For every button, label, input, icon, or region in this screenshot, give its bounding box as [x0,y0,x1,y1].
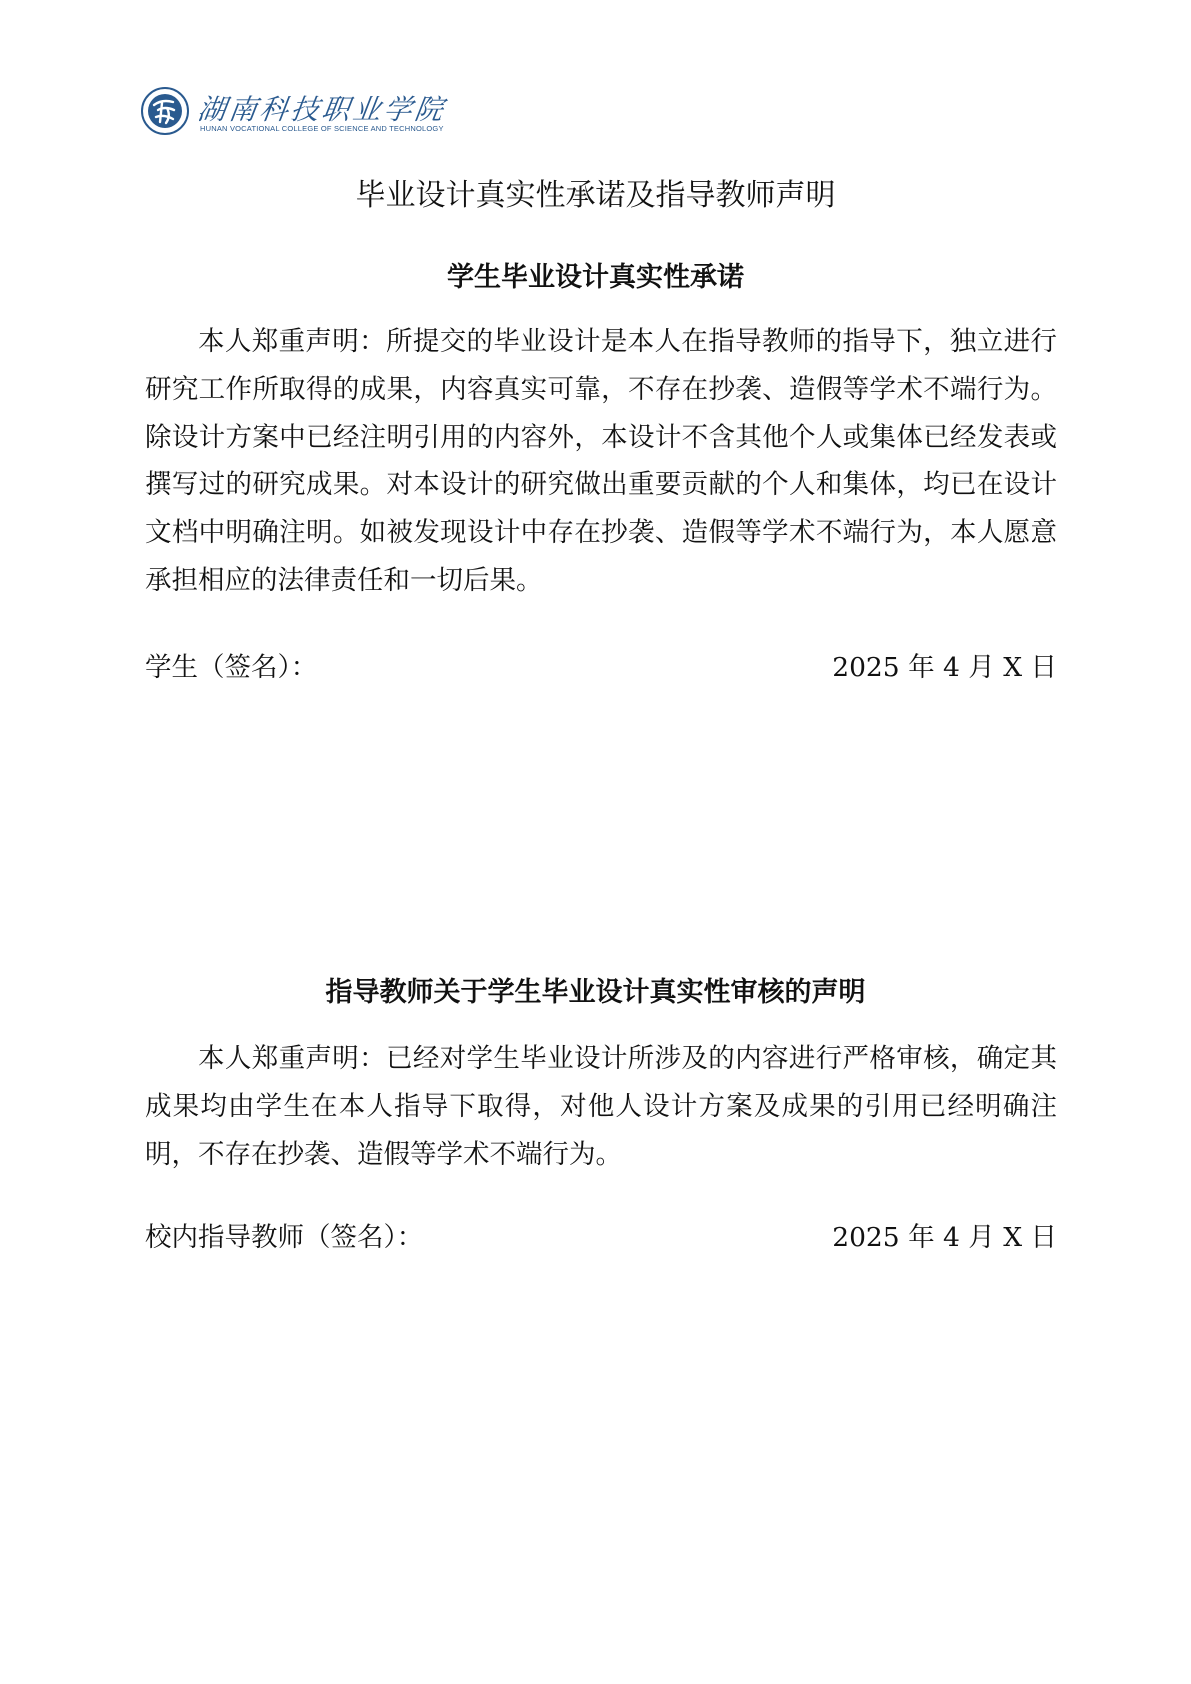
advisor-signature-row [145,1218,1057,1258]
college-logo [140,86,460,146]
student-signature-date: 2025 年 4 月 X 日 [832,652,1057,683]
advisor-signature-label: 校内指导教师（签名）： [145,1222,424,1253]
advisor-signature-date: 2025 年 4 月 X 日 [832,1222,1057,1253]
student-signature-label: 学生（签名）： [145,652,318,683]
college-name-cn: 湖南科技职业学院 [195,93,449,126]
advisor-declaration-text: 本人郑重声明：已经对学生毕业设计所涉及的内容进行严格审核，确定其成果均由学生在本人指导下取得，对他人设计方案及成果的引用已经明确注明，不存在抄袭、造假等学术不端行为。 [145,1043,1057,1170]
student-signature-row [145,648,1057,688]
college-name-en: HUNAN VOCATIONAL COLLEGE OF SCIENCE AND TECHNOLOGY [200,124,444,133]
document-title: 毕业设计真实性承诺及指导教师声明 [355,178,836,213]
advisor-section-title: 指导教师关于学生毕业设计真实性审核的声明 [325,977,866,1008]
student-declaration-text: 本人郑重声明：所提交的毕业设计是本人在指导教师的指导下，独立进行研究工作所取得的成果，内容真实可靠，不存在抄袭、造假等学术不端行为。除设计方案中已经注明引用的内容外，本设计不含其他个人或集体已经发表或撰写过的研究成果。对本设计的研究做出重要贡献的个人和集体，均已在设计文档中明确注明。如被发现设计中存在抄袭、造假等学术不端行为，本人愿意承担相应的法律责任和一切后果。 [145,326,1057,596]
college-emblem-icon [140,86,190,136]
student-section-title: 学生毕业设计真实性承诺 [447,262,744,293]
